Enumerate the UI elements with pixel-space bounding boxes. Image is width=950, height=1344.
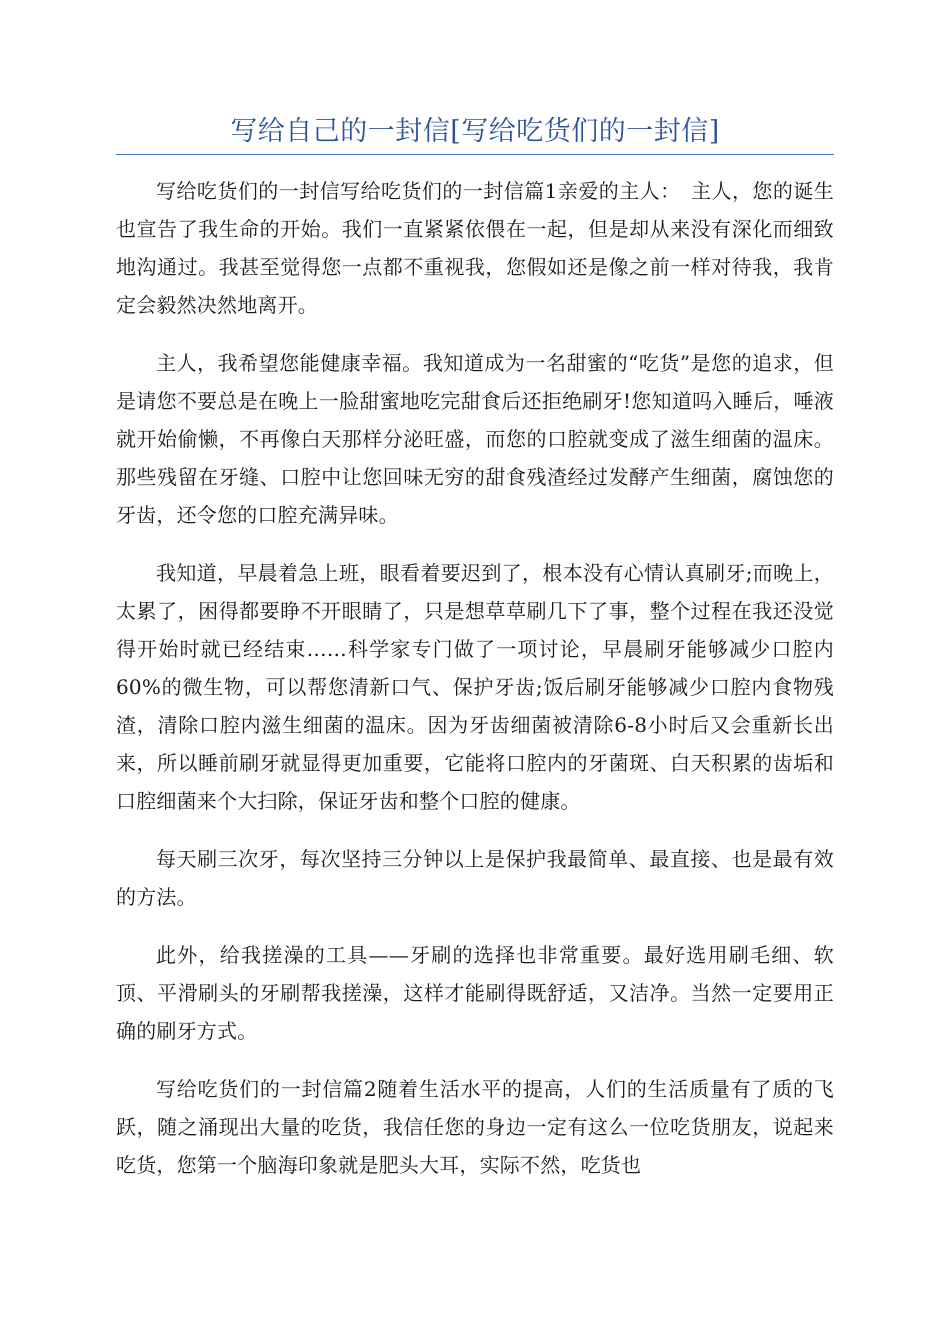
paragraph-1: 写给吃货们的一封信写给吃货们的一封信篇1亲爱的主人： 主人，您的诞生也宣告了我生命的开始。我们一直紧紧依偎在一起，但是却从来没有深化而细致地沟通过。我甚至觉得您一点都不重视我，您假如还是像之前一样对待我，我肯定会毅然决然地离开。 xyxy=(116,179,834,317)
paragraph-3: 我知道，早晨着急上班，眼看着要迟到了，根本没有心情认真刷牙;而晚上，太累了，困得都要睁不开眼睛了，只是想草草刷几下了事，整个过程在我还没觉得开始时就已经结束……科学家专门做了一项讨论，早晨刷牙能够减少口腔内60%的微生物，可以帮您清新口气、保护牙齿;饭后刷牙能够减少口腔内食物残渣，清除口腔内滋生细菌的温床。因为牙齿细菌被清除6-8小时后又会重新长出来，所以睡前刷牙就显得更加重要，它能将口腔内的牙菌斑、白天积累的齿垢和口腔细菌来个大扫除，保证牙齿和整个口腔的健康。 xyxy=(116,561,834,813)
paragraph-4: 每天刷三次牙，每次坚持三分钟以上是保护我最简单、最直接、也是最有效的方法。 xyxy=(116,847,834,909)
document-title: 写给自己的一封信[写给吃货们的一封信] xyxy=(230,116,720,147)
document-body xyxy=(116,172,834,1204)
paragraph-5: 此外，给我搓澡的工具——牙刷的选择也非常重要。最好选用刷毛细、软顶、平滑刷头的牙刷帮我搓澡，这样才能刷得既舒适，又洁净。当然一定要用正确的刷牙方式。 xyxy=(116,943,834,1043)
title-underline xyxy=(116,154,834,155)
paragraph-6: 写给吃货们的一封信篇2随着生活水平的提高，人们的生活质量有了质的飞跃，随之涌现出大量的吃货，我信任您的身边一定有这么一位吃货朋友，说起来吃货，您第一个脑海印象就是肥头大耳，实际不然，吃货也 xyxy=(116,1077,834,1177)
paragraph-2: 主人，我希望您能健康幸福。我知道成为一名甜蜜的“吃货”是您的追求，但是请您不要总是在晚上一脸甜蜜地吃完甜食后还拒绝刷牙!您知道吗入睡后，唾液就开始偷懒，不再像白天那样分泌旺盛，而您的口腔就变成了滋生细菌的温床。那些残留在牙缝、口腔中让您回味无穷的甜食残渣经过发酵产生细菌，腐蚀您的牙齿，还令您的口腔充满异味。 xyxy=(116,351,834,527)
